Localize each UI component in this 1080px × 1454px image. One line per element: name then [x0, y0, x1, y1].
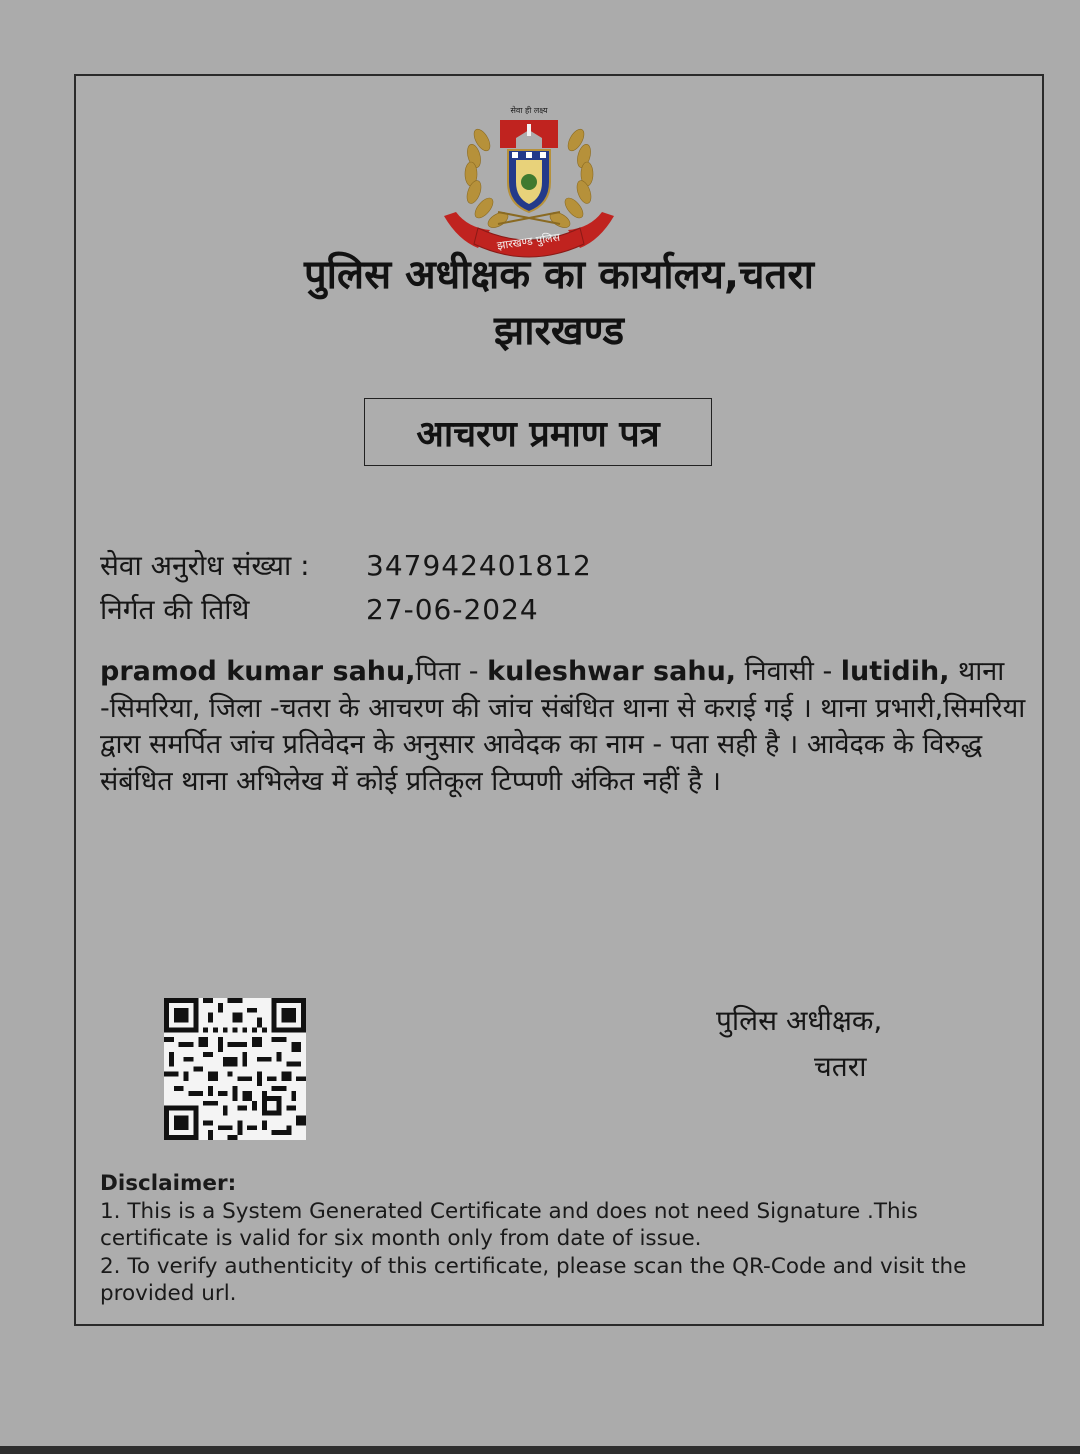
state-title: झारखण्ड — [493, 308, 625, 354]
signatory-place: चतरा — [814, 1050, 867, 1083]
issue-date-row — [100, 590, 539, 630]
disclaimer — [100, 1170, 1030, 1308]
residence-label: निवासी - — [736, 656, 841, 687]
signatory-designation: पुलिस अधीक्षक, — [716, 1004, 883, 1037]
qr-code[interactable] — [164, 998, 306, 1140]
certificate-heading — [364, 398, 712, 466]
service-request-row — [100, 546, 592, 586]
jharkhand-police-emblem — [438, 100, 620, 260]
bottom-bar — [0, 1446, 1080, 1454]
father-label: पिता - — [415, 656, 488, 687]
service-request-number: 347942401812 — [366, 549, 592, 582]
service-request-label: सेवा अनुरोध संख्या : — [100, 549, 310, 582]
office-title: पुलिस अधीक्षक का कार्यालय,चतरा — [303, 252, 815, 298]
disclaimer-heading: Disclaimer: — [100, 1171, 237, 1196]
certificate-frame — [74, 74, 1044, 1326]
disclaimer-line-1: 1. This is a System Generated Certificate and does not need Signature .This certificate is valid for six month only from date of issue. — [100, 1198, 918, 1251]
emblem-motto: सेवा ही लक्ष्य — [510, 106, 548, 115]
signatory-block — [716, 998, 956, 1090]
father-name: kuleshwar sahu, — [487, 656, 737, 687]
issue-date-label: निर्गत की तिथि — [100, 593, 250, 626]
certificate-body — [100, 654, 1030, 800]
applicant-name: pramod kumar sahu, — [100, 656, 416, 687]
emblem-ribbon-text: झारखण्ड पुलिस — [496, 230, 561, 253]
body-remainder: थाना -सिमरिया, जिला -चतरा के आचरण की जांच संबंधित थाना से कराई गई । थाना प्रभारी,सिमरिया द्वारा समर्पित जांच प्रतिवेदन के अनुसार आवेदक का नाम - पता सही है । आवेदक के विरुद्ध संबंधित थाना अभिलेख में कोई प्रतिकूल टिप्पणी अंकित नहीं है । — [100, 656, 1026, 797]
disclaimer-line-2: 2. To verify authenticity of this certificate, please scan the QR-Code and visit the provided url. — [100, 1253, 967, 1306]
issue-date-value: 27-06-2024 — [366, 593, 539, 626]
village-name: lutidih, — [840, 656, 950, 687]
certificate-heading-label: आचरण प्रमाण पत्र — [416, 413, 660, 455]
